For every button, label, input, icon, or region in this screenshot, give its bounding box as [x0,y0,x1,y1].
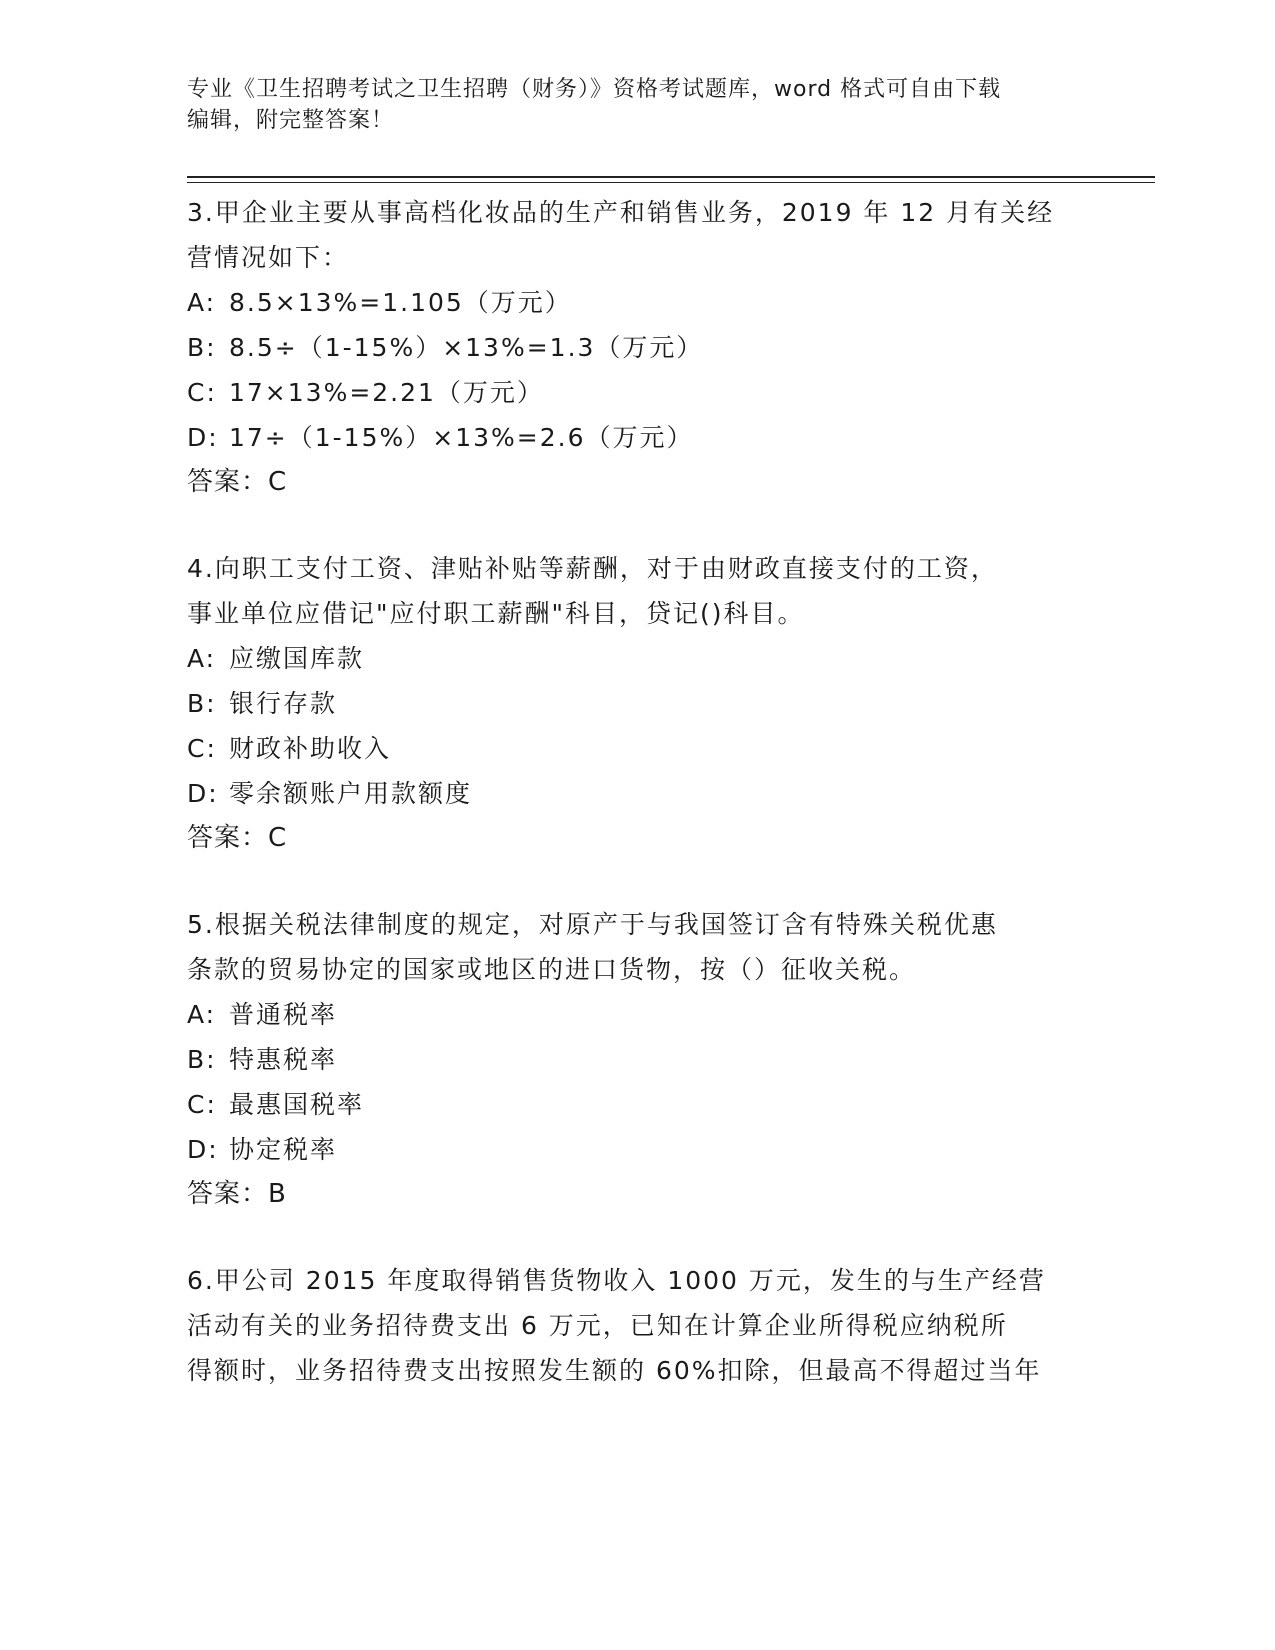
question-text-line: 3.甲企业主要从事高档化妆品的生产和销售业务，2019 年 12 月有关经 [187,198,1055,227]
option-letter: B: [187,333,217,362]
document-header [187,74,1087,136]
option-c [187,726,1087,771]
question-4 [187,546,1087,860]
option-text: 普通税率 [229,1000,338,1029]
option-letter: C: [187,378,217,407]
question-text-line: 得额时，业务招待费支出按照发生额的 60%扣除，但最高不得超过当年 [187,1356,1042,1385]
question-3 [187,190,1087,504]
question-text-line: 活动有关的业务招待费支出 6 万元，已知在计算企业所得税应纳税所 [187,1311,1008,1340]
option-d [187,415,1087,460]
header-divider-thin [187,182,1155,183]
option-letter: D: [187,779,219,808]
question-text [187,190,1087,280]
option-text: 8.5×13%=1.105（万元） [229,288,572,317]
question-5 [187,902,1087,1216]
option-text: 零余额账户用款额度 [229,779,473,808]
option-text: 17×13%=2.21（万元） [229,378,544,407]
option-text: 应缴国库款 [229,644,365,673]
option-a [187,992,1087,1037]
option-d [187,1127,1087,1172]
question-text-line: 条款的贸易协定的国家或地区的进口货物，按（）征收关税。 [187,955,917,984]
option-a [187,636,1087,681]
option-d [187,771,1087,816]
option-letter: D: [187,1135,219,1164]
question-text-line: 5.根据关税法律制度的规定，对原产于与我国签订含有特殊关税优惠 [187,910,998,939]
option-letter: A: [187,644,217,673]
option-text: 银行存款 [229,689,338,718]
option-text: 17÷（1-15%）×13%=2.6（万元） [229,423,694,452]
option-text: 特惠税率 [229,1045,338,1074]
option-letter: C: [187,1090,217,1119]
option-text: 财政补助收入 [229,734,392,763]
option-letter: D: [187,423,219,452]
question-text-line: 6.甲公司 2015 年度取得销售货物收入 1000 万元，发生的与生产经营 [187,1266,1046,1295]
answer-line: 答案：C [187,823,288,853]
header-divider-thick [187,176,1155,178]
header-line-2: 编辑，附完整答案！ [187,108,395,133]
option-b [187,1037,1087,1082]
option-letter: B: [187,1045,217,1074]
question-text-line: 营情况如下： [187,243,350,272]
option-text: 8.5÷（1-15%）×13%=1.3（万元） [229,333,704,362]
answer-line: 答案：C [187,467,288,497]
option-text: 协定税率 [229,1135,338,1164]
question-6 [187,1258,1087,1393]
answer-line: 答案：B [187,1179,287,1209]
option-letter: A: [187,1000,217,1029]
question-text [187,902,1087,992]
question-text-line: 4.向职工支付工资、津贴补贴等薪酬，对于由财政直接支付的工资， [187,554,998,583]
option-letter: C: [187,734,217,763]
question-list [187,190,1087,1435]
option-b [187,681,1087,726]
header-line-1: 专业《卫生招聘考试之卫生招聘（财务）》资格考试题库，word 格式可自由下载 [187,77,1002,102]
option-text: 最惠国税率 [229,1090,365,1119]
question-text [187,1258,1087,1393]
option-b [187,325,1087,370]
option-letter: A: [187,288,217,317]
question-text [187,546,1087,636]
question-text-line: 事业单位应借记"应付职工薪酬"科目，贷记()科目。 [187,599,805,628]
option-c [187,370,1087,415]
option-c [187,1082,1087,1127]
option-letter: B: [187,689,217,718]
option-a [187,280,1087,325]
